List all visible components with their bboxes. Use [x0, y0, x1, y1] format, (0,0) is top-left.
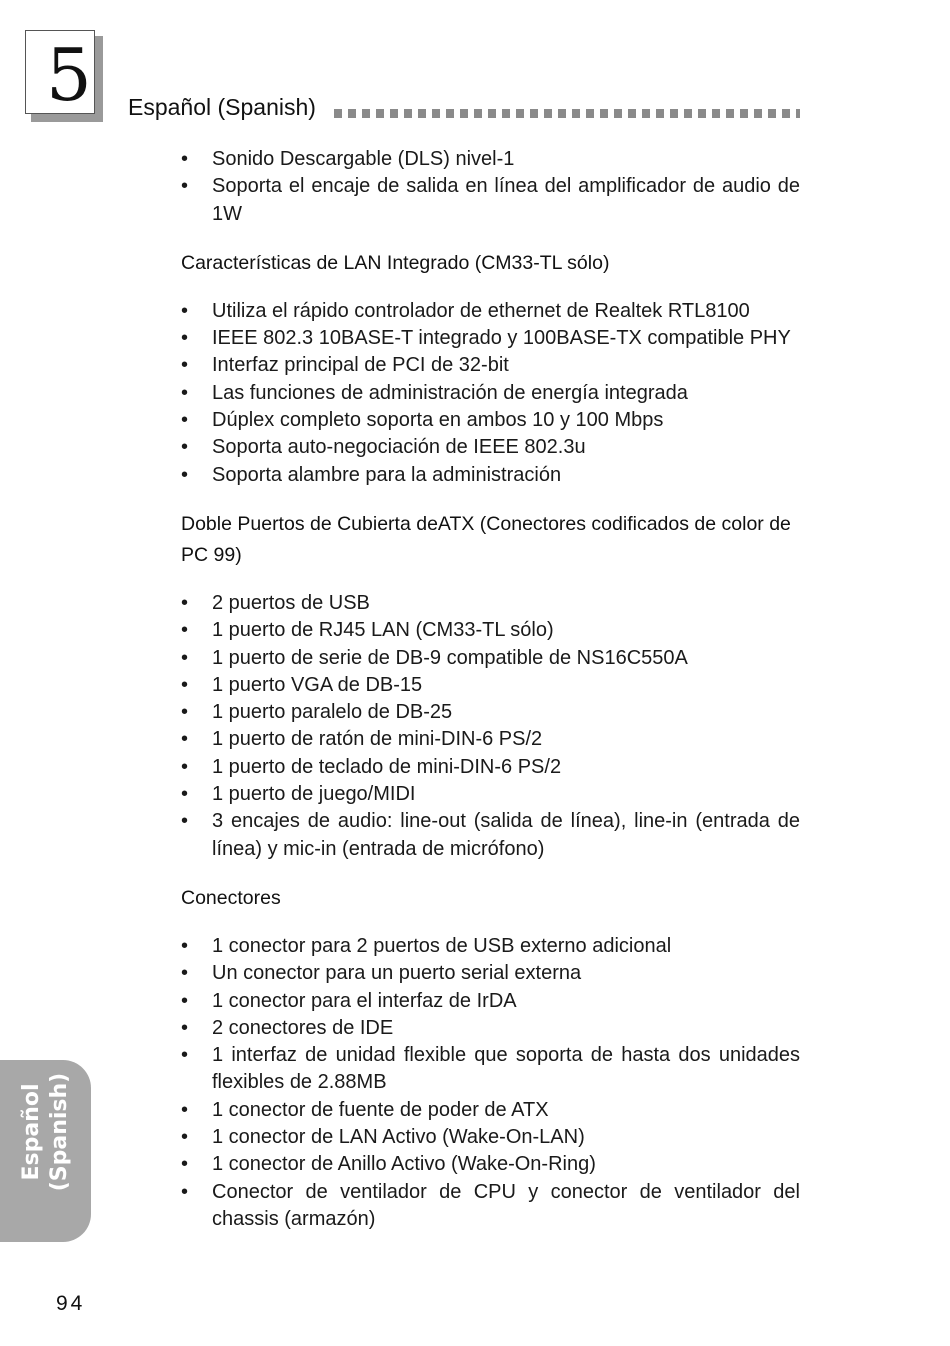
list-item-text: 1 conector de fuente de poder de ATX [212, 1098, 549, 1121]
bullet-icon: • [181, 1153, 189, 1176]
list-item-text: 2 puertos de USB [212, 591, 370, 614]
list-item [181, 726, 800, 753]
list-item-text: 1 conector para el interfaz de IrDA [212, 989, 517, 1012]
list-item [181, 434, 800, 461]
side-tab-line-2: (Spanish) [47, 1072, 72, 1192]
list-item [181, 781, 800, 808]
list-item [181, 754, 800, 781]
list-item-text: 1 conector para 2 puertos de USB externo adicional [212, 934, 672, 957]
bullet-icon: • [181, 755, 189, 778]
list-item [181, 352, 800, 379]
list-item-text: Las funciones de administración de energía integrada [212, 381, 688, 404]
language-side-tab-label [18, 1052, 74, 1212]
header-dotted-rule [334, 109, 800, 118]
bullet-icon: • [181, 1044, 189, 1067]
list-item-text: Sonido Descargable (DLS) nivel-1 [212, 148, 515, 170]
bullet-icon: • [181, 148, 189, 170]
list-item-text: Soporta el encaje de salida en línea del amplificador de audio de 1W [212, 175, 800, 225]
list-item-text: 1 puerto de juego/MIDI [212, 783, 416, 806]
list-item [181, 645, 800, 672]
list-item [181, 146, 800, 173]
list-item [181, 1015, 800, 1042]
list-item-text: Soporta alambre para la administración [212, 463, 562, 486]
list-item-text: 1 puerto VGA de DB-15 [212, 673, 423, 696]
bullet-icon: • [181, 1098, 189, 1121]
list-item [181, 933, 800, 960]
list-item [181, 699, 800, 726]
list-item-text: 1 puerto de ratón de mini-DIN-6 PS/2 [212, 728, 543, 751]
page-number: 94 [56, 1292, 86, 1315]
section-heading-lan: Características de LAN Integrado (CM33-TL sólo) [181, 251, 610, 274]
list-item [181, 1124, 800, 1151]
bullet-icon: • [181, 783, 189, 806]
bullet-icon: • [181, 934, 189, 957]
connectors-list [181, 933, 800, 1233]
bullet-icon: • [181, 591, 189, 614]
list-item [181, 617, 800, 644]
list-item [181, 407, 800, 434]
list-item [181, 1151, 800, 1178]
list-item-text: 1 conector de LAN Activo (Wake-On-LAN) [212, 1126, 585, 1149]
bullet-icon: • [181, 354, 189, 377]
list-item-text: 1 puerto paralelo de DB-25 [212, 701, 453, 724]
bullet-icon: • [181, 381, 189, 404]
list-item [181, 173, 800, 228]
list-item [181, 590, 800, 617]
main-content [181, 146, 800, 1233]
bullet-icon: • [181, 728, 189, 751]
list-item [181, 380, 800, 407]
audio-feature-list [181, 146, 800, 228]
bullet-icon: • [181, 673, 189, 696]
chapter-number: 5 [46, 33, 92, 117]
list-item-text: 1 interfaz de unidad flexible que soporta de hasta dos unidades flexibles de 2.88MB [212, 1044, 800, 1094]
bullet-icon: • [181, 299, 189, 322]
bullet-icon: • [181, 701, 189, 724]
section-header-title: Español (Spanish) [128, 94, 316, 120]
bullet-icon: • [181, 646, 189, 669]
bullet-icon: • [181, 463, 189, 486]
list-item [181, 462, 800, 489]
side-tab-line-1: Español [19, 1083, 44, 1181]
section-heading-atx-ports: Doble Puertos de Cubierta deATX (Conectores codificados de color de PC 99) [181, 512, 791, 566]
list-item [181, 325, 800, 352]
bullet-icon: • [181, 1180, 189, 1203]
bullet-icon: • [181, 989, 189, 1012]
list-item-text: 1 puerto de teclado de mini-DIN-6 PS/2 [212, 755, 562, 778]
bullet-icon: • [181, 619, 189, 642]
list-item [181, 808, 800, 863]
list-item-text: Conector de ventilador de CPU y conector de ventilador del chassis (armazón) [212, 1180, 800, 1230]
chapter-number-box [25, 30, 103, 122]
bullet-icon: • [181, 327, 189, 350]
atx-ports-list [181, 590, 800, 863]
list-item-text: 1 puerto de serie de DB-9 compatible de NS16C550A [212, 646, 688, 669]
bullet-icon: • [181, 409, 189, 432]
list-item [181, 298, 800, 325]
bullet-icon: • [181, 810, 189, 833]
list-item-text: Soporta auto-negociación de IEEE 802.3u [212, 436, 586, 459]
list-item-text: 1 conector de Anillo Activo (Wake-On-Ring) [212, 1153, 596, 1176]
bullet-icon: • [181, 175, 189, 198]
bullet-icon: • [181, 436, 189, 459]
list-item [181, 1179, 800, 1234]
list-item-text: 2 conectores de IDE [212, 1016, 394, 1039]
bullet-icon: • [181, 1126, 189, 1149]
list-item [181, 1097, 800, 1124]
list-item [181, 1042, 800, 1097]
list-item-text: 1 puerto de RJ45 LAN (CM33-TL sólo) [212, 619, 554, 642]
section-heading-connectors: Conectores [181, 886, 281, 909]
list-item [181, 988, 800, 1015]
bullet-icon: • [181, 962, 189, 985]
list-item-text: Interfaz principal de PCI de 32-bit [212, 354, 509, 377]
bullet-icon: • [181, 1016, 189, 1039]
list-item [181, 960, 800, 987]
list-item-text: IEEE 802.3 10BASE-T integrado y 100BASE-TX compatible PHY [212, 327, 791, 350]
list-item [181, 672, 800, 699]
list-item-text: Dúplex completo soporta en ambos 10 y 100 Mbps [212, 409, 664, 432]
list-item-text: 3 encajes de audio: line-out (salida de línea), line-in (entrada de línea) y mic-in (entrada de micrófono) [212, 810, 800, 860]
chapter-box-face [25, 30, 95, 117]
lan-feature-list [181, 298, 800, 489]
list-item-text: Utiliza el rápido controlador de ethernet de Realtek RTL8100 [212, 299, 750, 322]
list-item-text: Un conector para un puerto serial externa [212, 962, 582, 985]
